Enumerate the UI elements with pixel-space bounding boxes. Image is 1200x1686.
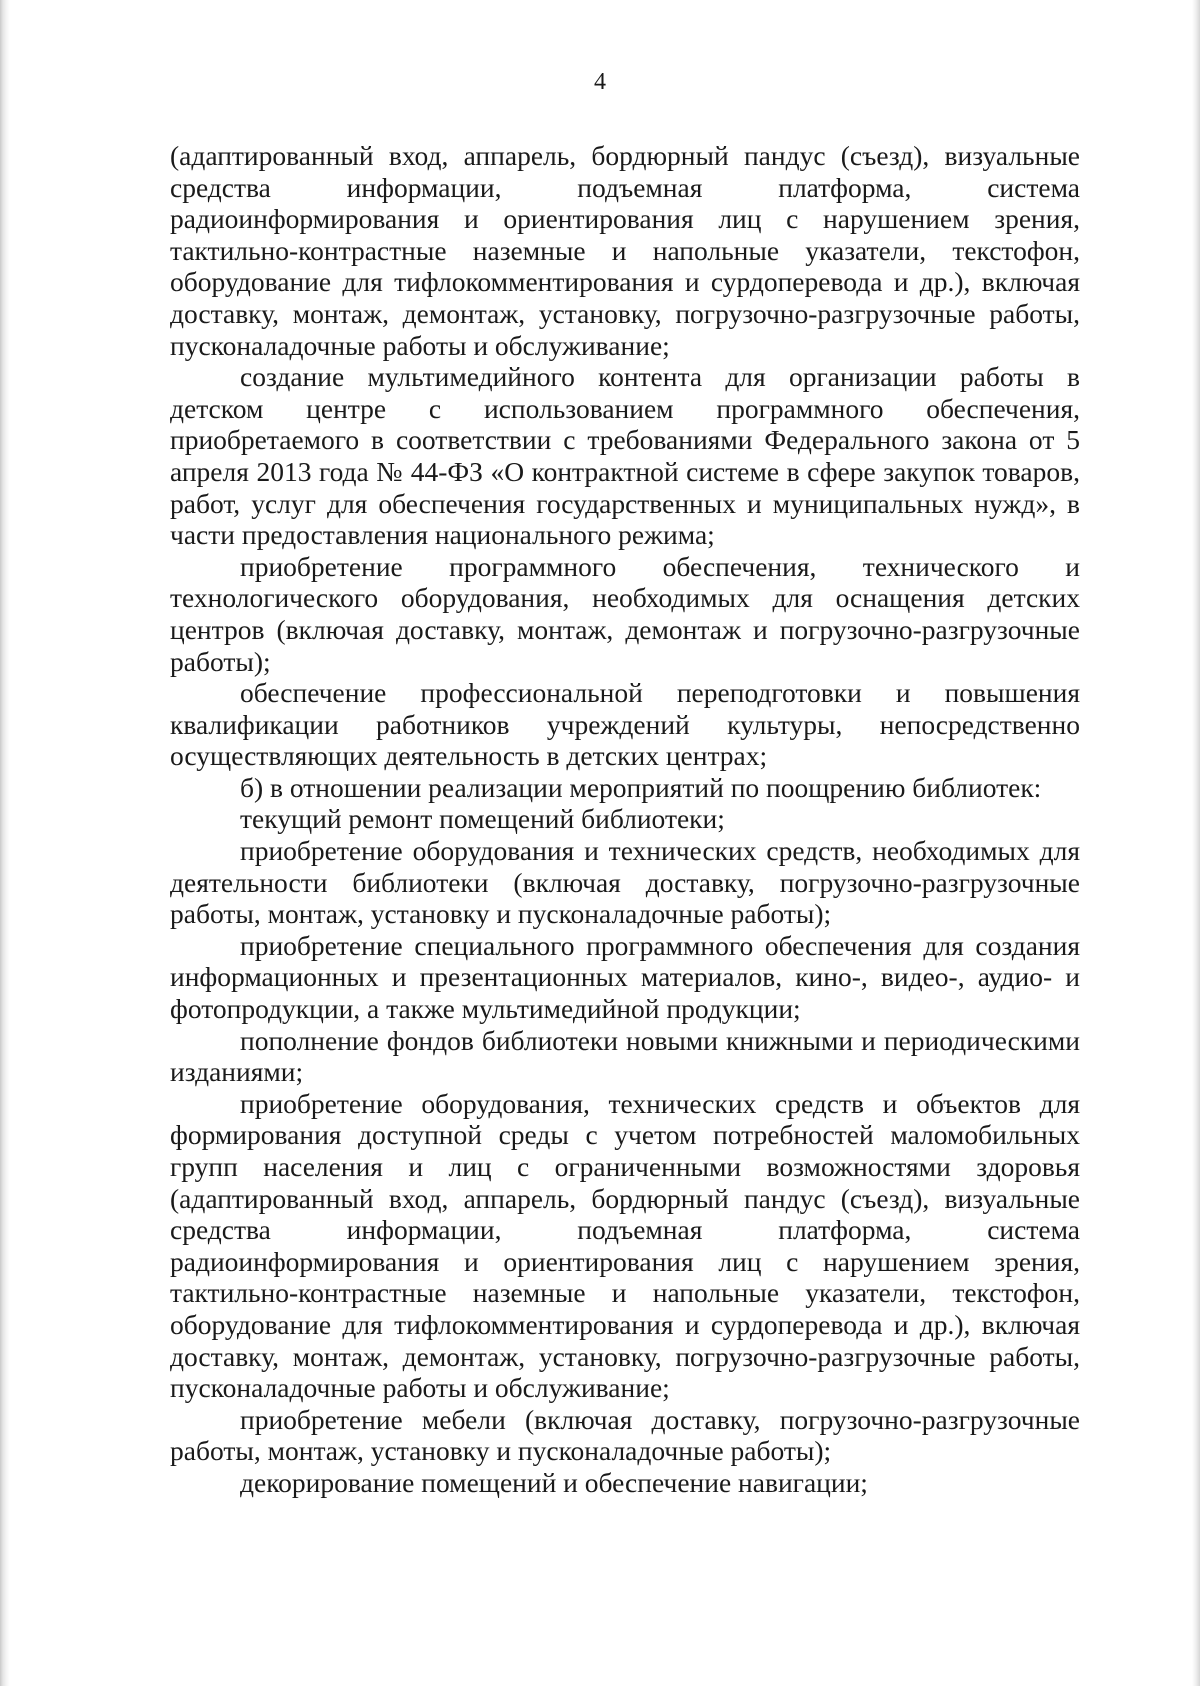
paragraph-2: создание мультимедийного контента для организации работы в детском центре с использованием программного обеспечения, приобретаемого в соответствии с требованиями Федерального закона от 5 апреля 2013 года № 44-ФЗ «О контрактной системе в сфере закупок товаров, работ, услуг для обеспечения государственных и муниципальных нужд», в части предоставления национального режима; xyxy=(170,361,1080,551)
paragraph-12: декорирование помещений и обеспечение навигации; xyxy=(240,1466,868,1498)
paragraph-3: приобретение программного обеспечения, технического и технологического оборудования, необходимых для оснащения детских центров (включая доставку, монтаж, демонтаж и погрузочно-разгрузочные работы); xyxy=(170,550,1080,677)
scan-edge-right xyxy=(1192,0,1200,1686)
paragraph-5: б) в отношении реализации мероприятий по поощрению библиотек: xyxy=(240,771,1042,803)
paragraph-9: пополнение фондов библиотеки новыми книжными и периодическими изданиями; xyxy=(170,1024,1080,1088)
paragraph-10: приобретение оборудования, технических средств и объектов для формирования доступной среды с учетом потребностей маломобильных групп населения и лиц с ограниченными возможностями здоровья (адаптированный вход, аппарель, бордюрный пандус (съезд), визуальные средства информации, подъемная платформа, система радиоинформирования и ориентирования лиц с нарушением зрения, тактильно-контрастные наземные и напольные указатели, текстофон, оборудование для тифлокомментирования и сурдоперевода и др.), включая доставку, монтаж, демонтаж, установку, погрузочно-разгрузочные работы, пусконаладочные работы и обслуживание; xyxy=(170,1087,1080,1404)
scan-edge-left xyxy=(0,0,10,1686)
paragraph-1: (адаптированный вход, аппарель, бордюрный пандус (съезд), визуальные средства информации, подъемная платформа, система радиоинформирования и ориентирования лиц с нарушением зрения, тактильно-контрастные наземные и напольные указатели, текстофон, оборудование для тифлокомментирования и сурдоперевода и др.), включая доставку, монтаж, демонтаж, установку, погрузочно-разгрузочные работы, пусконаладочные работы и обслуживание; xyxy=(170,140,1080,361)
paragraph-7: приобретение оборудования и технических средств, необходимых для деятельности библиотеки (включая доставку, погрузочно-разгрузочные работы, монтаж, установку и пусконаладочные работы); xyxy=(170,835,1080,930)
document-body xyxy=(170,140,1080,1499)
paragraph-8: приобретение специального программного обеспечения для создания информационных и презентационных материалов, кино-, видео-, аудио- и фотопродукции, а также мультимедийной продукции; xyxy=(170,929,1080,1025)
paragraph-6: текущий ремонт помещений библиотеки; xyxy=(240,803,725,835)
paragraph-11: приобретение мебели (включая доставку, погрузочно-разгрузочные работы, монтаж, установку и пусконаладочные работы); xyxy=(170,1403,1080,1467)
paragraph-4: обеспечение профессиональной переподготовки и повышения квалификации работников учреждений культуры, непосредственно осуществляющих деятельность в детских центрах; xyxy=(170,677,1080,772)
page-number: 4 xyxy=(594,69,606,95)
